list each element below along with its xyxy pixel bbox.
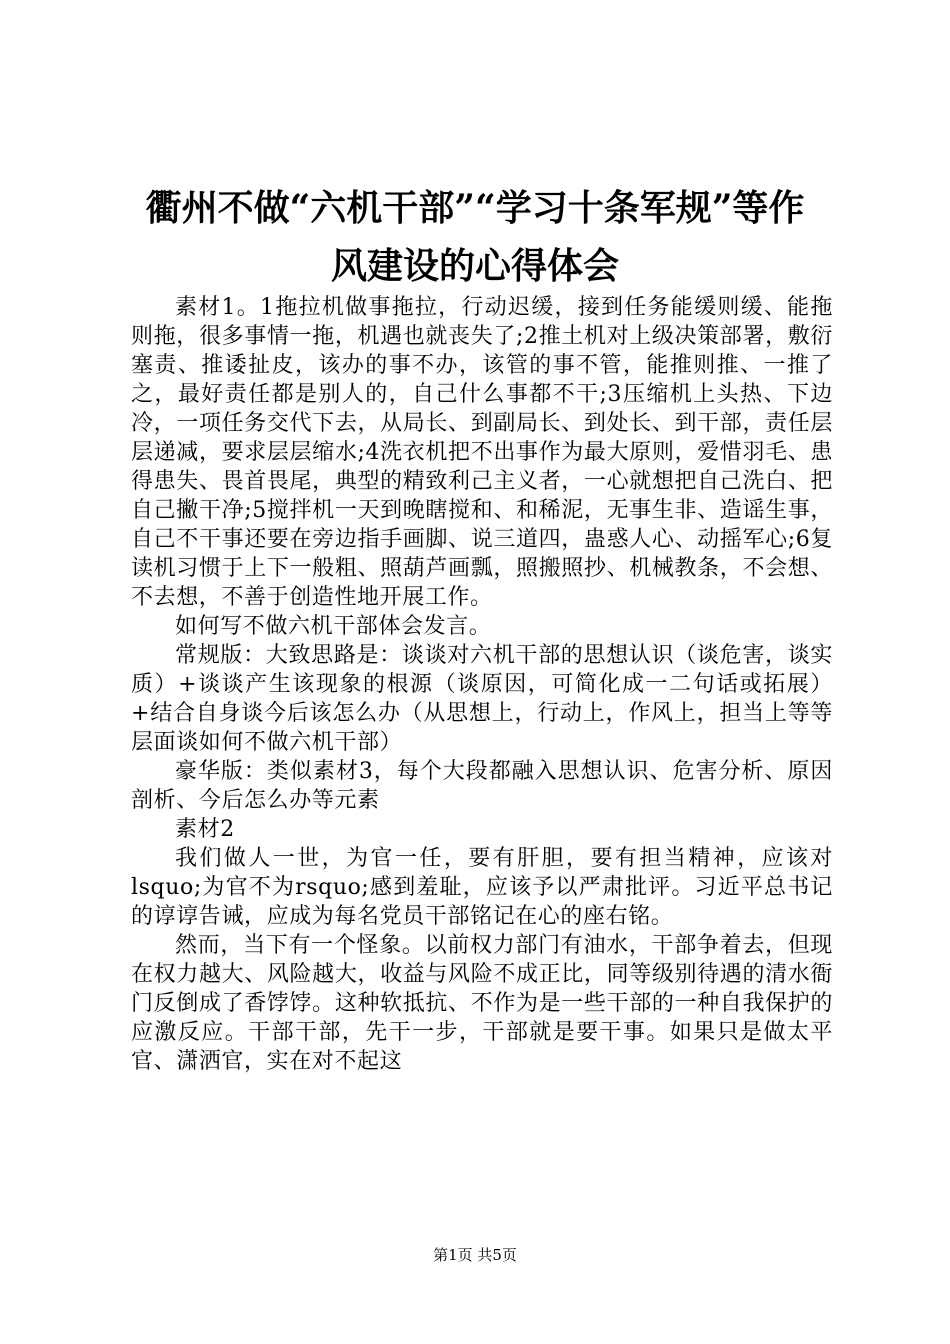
document-title-line-1: 衢州不做“六机干部”“学习十条军规”等作 (145, 187, 805, 229)
document-title-line-2: 风建设的心得体会 (330, 245, 619, 287)
paragraph-how-to-write: 如何写不做六机干部体会发言。 (175, 614, 492, 639)
page-number-footer: 第1页 共5页 (433, 1246, 517, 1264)
paragraph-material-2-body: 我们做人一世，为官一任，要有肝胆，要有担当精神，应该对lsquo;为官不为rsquo;感到羞耻，应该予以严肃批评。习近平总书记的谆谆告诫，应成为每名党员干部铭记在心的座右铭。 (131, 846, 833, 929)
document-body (131, 293, 833, 1076)
paragraph-material-1: 素材1。1拖拉机做事拖拉，行动迟缓，接到任务能缓则缓、能拖则拖，很多事情一拖，机遇也就丧失了;2推土机对上级决策部署，敷衍塞责、推诿扯皮，该办的事不办，该管的事不管，能推则推、一推了之，最好责任都是别人的，自己什么事都不干;3压缩机上头热、下边冷，一项任务交代下去，从局长、到副局长、到处长、到干部，责任层层递减，要求层层缩水;4洗衣机把不出事作为最大原则，爱惜羽毛、患得患失、畏首畏尾，典型的精致利己主义者，一心就想把自己洗白、把自己撇干净;5搅拌机一天到晚瞎搅和、和稀泥，无事生非、造谣生事，自己不干事还要在旁边指手画脚、说三道四，蛊惑人心、动摇军心;6复读机习惯于上下一般粗、照葫芦画瓢，照搬照抄、机械教条，不会想、不去想，不善于创造性地开展工作。 (131, 295, 833, 610)
paragraph-standard-version: 常规版：大致思路是：谈谈对六机干部的思想认识（谈危害，谈实质）+谈谈产生该现象的根源（谈原因，可简化成一二句话或拓展）+结合自身谈今后该怎么办（从思想上，行动上，作风上，担当上等等层面谈如何不做六机干部） (131, 643, 833, 755)
paragraph-material-2-heading: 素材2 (175, 817, 235, 842)
paragraph-deluxe-version: 豪华版：类似素材3，每个大段都融入思想认识、危害分析、原因剖析、今后怎么办等元素 (131, 759, 833, 813)
paragraph-strange-phenomenon: 然而，当下有一个怪象。以前权力部门有油水，干部争着去，但现在权力越大、风险越大，收益与风险不成正比，同等级别待遇的清水衙门反倒成了香饽饽。这种软抵抗、不作为是一些干部的一种自我保护的应激反应。干部干部，先干一步，干部就是要干事。如果只是做太平官、潇洒官，实在对不起这 (131, 933, 833, 1074)
